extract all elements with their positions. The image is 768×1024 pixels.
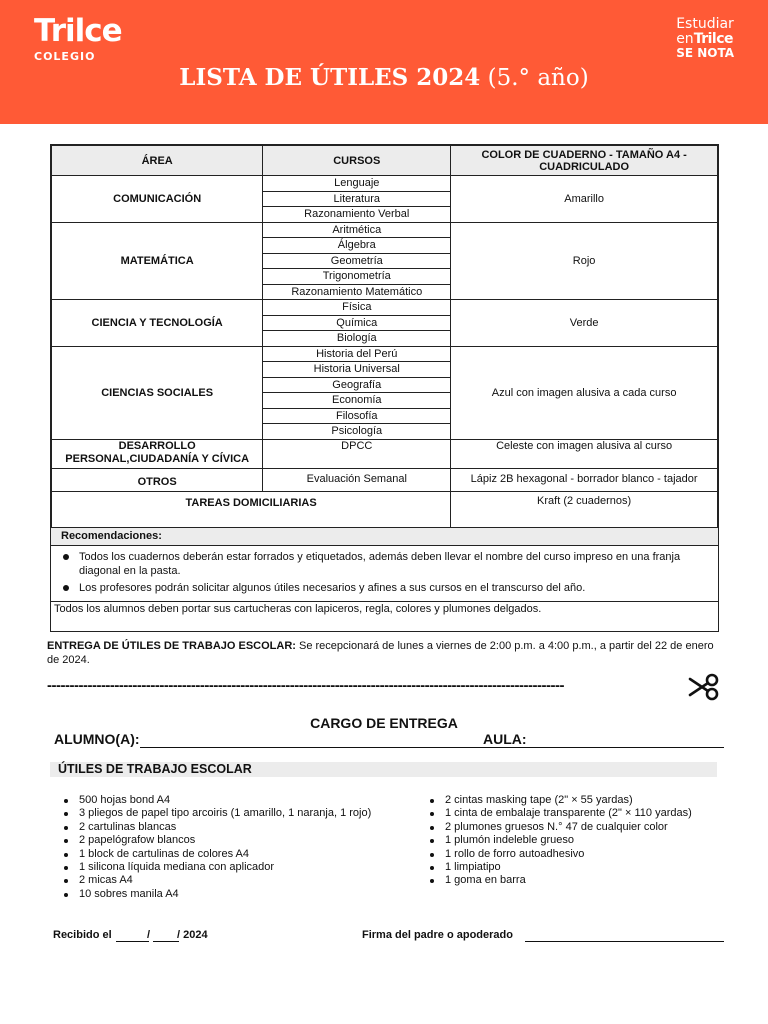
table-row (52, 300, 718, 316)
recomendaciones-list (50, 546, 719, 602)
curso-cell: Razonamiento Verbal (263, 207, 451, 223)
title-main: LISTA DE ÚTILES 2024 (179, 64, 481, 91)
aula-label: AULA: (483, 731, 527, 747)
alumno-row (54, 731, 724, 749)
curso-cell: Biología (263, 331, 451, 347)
slogan-line-1: Estudiar (676, 16, 734, 32)
list-item: 1 goma en barra (428, 874, 728, 887)
list-item: 2 papelógrafow blancos (62, 834, 422, 847)
curso-cell: Álgebra (263, 238, 451, 254)
list-item: 1 rollo de forro autoadhesivo (428, 848, 728, 861)
entrega-label: ENTREGA DE ÚTILES DE TRABAJO ESCOLAR: (47, 640, 296, 652)
color-cell: Lápiz 2B hexagonal - borrador blanco - tajador (451, 468, 718, 491)
area-cell: DESARROLLO PERSONAL,CIUDADANÍA Y CÍVICA (52, 439, 263, 468)
curso-cell: Psicología (263, 424, 451, 440)
title-grade: (5.° año) (487, 65, 589, 91)
curso-cell: Evaluación Semanal (263, 468, 451, 491)
area-cell: OTROS (52, 468, 263, 491)
entrega-note (47, 639, 722, 667)
recomendaciones-title: Recomendaciones: (50, 527, 719, 546)
firma-field[interactable] (525, 941, 724, 942)
list-item: 1 cinta de embalaje transparente (2" × 110 yardas) (428, 807, 728, 820)
slogan (676, 17, 734, 60)
list-item: 2 plumones gruesos N.° 47 de cualquier color (428, 821, 728, 834)
color-cell: Amarillo (451, 176, 718, 223)
area-cell: MATEMÁTICA (52, 222, 263, 300)
utiles-list-left (62, 794, 422, 901)
table-row (52, 346, 718, 362)
table-row (52, 468, 718, 491)
list-item: 2 cartulinas blancas (62, 821, 422, 834)
aula-field[interactable] (534, 747, 724, 748)
color-cell: Kraft (2 cuadernos) (451, 491, 718, 531)
slogan-line-3: SE NOTA (676, 46, 734, 61)
color-cell: Rojo (451, 222, 718, 300)
recibido-row (53, 929, 313, 945)
firma-label: Firma del padre o apoderado (362, 929, 513, 941)
trilce-logo (34, 13, 122, 63)
curso-cell: Literatura (263, 191, 451, 207)
page-title (0, 64, 768, 91)
curso-cell: Química (263, 315, 451, 331)
list-item: 2 micas A4 (62, 874, 422, 887)
recomendaciones-footer: Todos los alumnos deben portar sus cartucheras con lapiceros, regla, colores y plumones delgados. (50, 602, 719, 632)
recibido-day-field[interactable] (116, 941, 149, 942)
curso-cell: Filosofía (263, 408, 451, 424)
list-item: Todos los cuadernos deberán estar forrados y etiquetados, además deben llevar el nombre del curso impreso en una franja diagonal en la pasta. (61, 550, 708, 578)
curso-cell: Economía (263, 393, 451, 409)
curso-cell: Lenguaje (263, 176, 451, 192)
scissors-icon (686, 673, 720, 701)
alumno-field[interactable] (140, 747, 536, 748)
list-item: 1 limpiatipo (428, 861, 728, 874)
list-item: 3 pliegos de papel tipo arcoiris (1 amarillo, 1 naranja, 1 rojo) (62, 807, 422, 820)
page-header (0, 0, 768, 124)
list-item: 1 silicona líquida mediana con aplicador (62, 861, 422, 874)
list-item: 1 plumón indeleble grueso (428, 834, 728, 847)
recibido-month-field[interactable] (153, 941, 179, 942)
table-row (52, 439, 718, 468)
color-cell: Celeste con imagen alusiva al curso (451, 439, 718, 468)
table-row (52, 176, 718, 192)
header-color: COLOR DE CUADERNO - TAMAÑO A4 - CUADRICULADO (451, 146, 718, 176)
slogan-line-2: enTrilce (676, 30, 733, 47)
area-cell: CIENCIA Y TECNOLOGÍA (52, 300, 263, 347)
curso-cell: Historia del Perú (263, 346, 451, 362)
list-item: 2 cintas masking tape (2" × 55 yardas) (428, 794, 728, 807)
entrega-text: Se recepcionará de lunes a viernes de 2:00 p.m. a 4:00 p.m., a partir del 22 de enero de 2024. (47, 640, 714, 666)
logo-word: Trilce (34, 13, 122, 49)
curso-cell: Geografía (263, 377, 451, 393)
table-row (52, 491, 718, 531)
utiles-title: ÚTILES DE TRABAJO ESCOLAR (50, 762, 717, 777)
table-header-row (52, 146, 718, 176)
alumno-label: ALUMNO(A): (54, 731, 140, 747)
curso-cell: Trigonometría (263, 269, 451, 285)
utiles-table (50, 144, 719, 533)
area-cell: TAREAS DOMICILIARIAS (52, 491, 451, 531)
header-cursos: CURSOS (263, 146, 451, 176)
curso-cell: Historia Universal (263, 362, 451, 378)
recibido-label: Recibido el (53, 929, 112, 941)
list-item: 10 sobres manila A4 (62, 888, 422, 901)
area-cell: CIENCIAS SOCIALES (52, 346, 263, 439)
list-item: Los profesores podrán solicitar algunos útiles necesarios y afines a sus cursos en el transcurso del año. (61, 581, 708, 595)
table-row (52, 222, 718, 238)
curso-cell: Física (263, 300, 451, 316)
list-item: 500 hojas bond A4 (62, 794, 422, 807)
color-cell: Azul con imagen alusiva a cada curso (451, 346, 718, 439)
list-item: 1 block de cartulinas de colores A4 (62, 848, 422, 861)
date-slash: / (147, 929, 151, 941)
area-cell: COMUNICACIÓN (52, 176, 263, 223)
color-cell: Verde (451, 300, 718, 347)
logo-subtitle: COLEGIO (34, 50, 96, 63)
date-year: / 2024 (177, 929, 208, 941)
curso-cell: Geometría (263, 253, 451, 269)
cargo-title: CARGO DE ENTREGA (310, 715, 458, 731)
cut-line: ------------------------------------------------------------------------------------------------------------------- (47, 677, 564, 694)
curso-cell: Razonamiento Matemático (263, 284, 451, 300)
utiles-list-right (428, 794, 728, 888)
header-area: ÁREA (52, 146, 263, 176)
firma-row (362, 929, 724, 945)
curso-cell: Aritmética (263, 222, 451, 238)
curso-cell: DPCC (263, 439, 451, 468)
